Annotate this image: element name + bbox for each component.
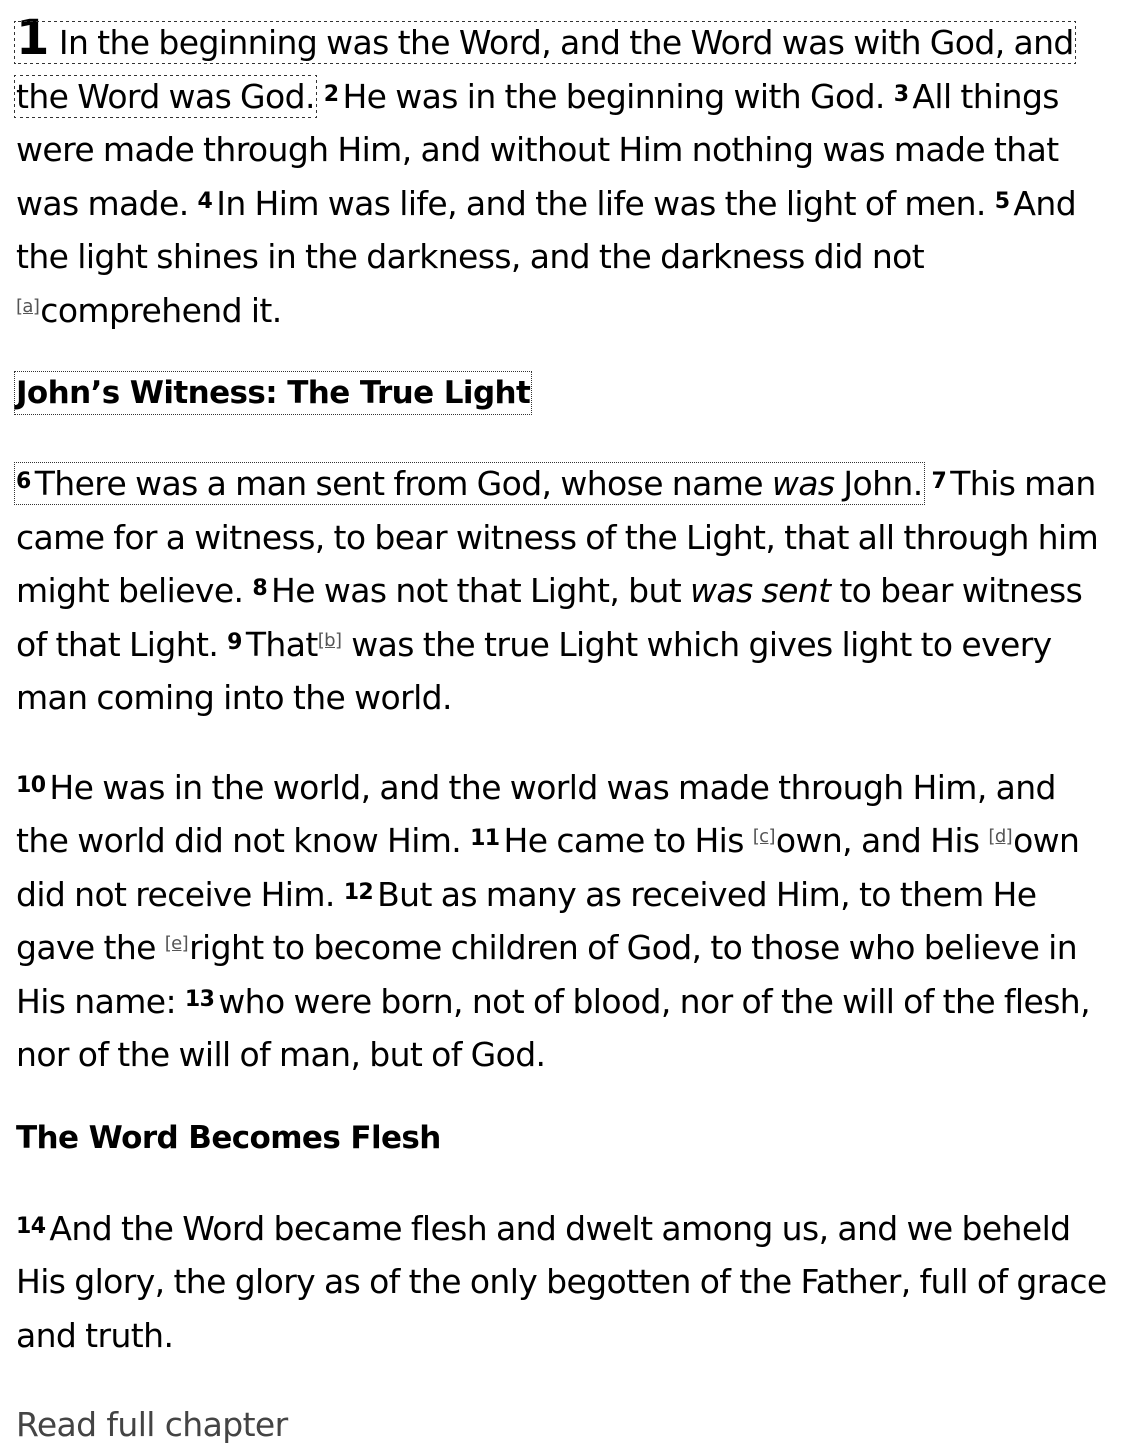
verse-8-italic: was sent bbox=[690, 571, 831, 610]
footnote-link-b[interactable]: [b] bbox=[317, 629, 342, 651]
verse-number-13: 13 bbox=[184, 986, 215, 1012]
footnote-link-c[interactable]: [c] bbox=[752, 826, 775, 847]
verse-11-text-b: own, and His bbox=[775, 821, 980, 860]
verse-number-11: 11 bbox=[470, 826, 500, 851]
paragraph-4 bbox=[16, 1202, 1116, 1363]
verse-10-text: He was in the world, and the world was made through Him, and the world did not know Him. bbox=[16, 767, 1056, 860]
verse-12-text-b: right to become children of God, to those who believe in His name: bbox=[16, 928, 1078, 1021]
verse-3-text: All things were made through Him, and without Him nothing was made that was made. bbox=[16, 76, 1059, 223]
verse-9-text-b: was the true Light which gives light to every man coming into the world. bbox=[16, 624, 1052, 717]
read-full-chapter-link[interactable]: Read full chapter bbox=[16, 1405, 288, 1444]
verse-5-text-a: And the light shines in the darkness, and the darkness did not bbox=[16, 183, 1077, 276]
chapter-number: 1 bbox=[16, 10, 49, 66]
verse-number-14: 14 bbox=[16, 1213, 46, 1239]
verse-14-text: And the Word became flesh and dwelt among us, and we beheld His glory, the glory as of the only begotten of the Father, full of grace and truth. bbox=[16, 1208, 1107, 1355]
footnote-link-e[interactable]: [e] bbox=[164, 933, 189, 954]
verse-6-text-b: John. bbox=[843, 464, 923, 503]
heading-1-focused[interactable]: John’s Witness: The True Light bbox=[16, 375, 531, 411]
verse-number-5: 5 bbox=[994, 188, 1010, 214]
verse-11-text-a: He came to His bbox=[503, 821, 744, 860]
section-heading-johns-witness bbox=[16, 373, 1116, 413]
verse-8-text-b: to bear witness of that Light. bbox=[16, 571, 1083, 664]
verse-2-text: He was in the beginning with God. bbox=[342, 76, 885, 116]
verse-1-text: In the beginning was the Word, and the Word was with God, and the Word was God. bbox=[16, 23, 1074, 116]
verse-number-12: 12 bbox=[343, 879, 374, 905]
verse-11-text-c: own did not receive Him. bbox=[16, 821, 1080, 914]
paragraph-3 bbox=[16, 761, 1116, 1082]
section-heading-word-becomes-flesh: The Word Becomes Flesh bbox=[16, 1119, 441, 1156]
verse-number-2: 2 bbox=[323, 81, 339, 107]
verse-number-9: 9 bbox=[227, 629, 242, 655]
verse-number-3: 3 bbox=[893, 81, 909, 107]
verse-number-7: 7 bbox=[931, 469, 947, 494]
verse-4-text: In Him was life, and the life was the light of men. bbox=[216, 183, 986, 223]
verse-number-6: 6 bbox=[16, 469, 31, 494]
verse-number-4: 4 bbox=[197, 188, 213, 214]
verse-7-text: This man came for a witness, to bear witness of the Light, that all through him might believe. bbox=[16, 464, 1099, 610]
footnote-link-a[interactable]: [a] bbox=[16, 295, 40, 317]
footnote-link-d[interactable]: [d] bbox=[988, 826, 1013, 847]
verse-8-text-a: He was not that Light, but bbox=[271, 571, 682, 610]
paragraph-2 bbox=[16, 457, 1116, 725]
verse-6-text-a: There was a man sent from God, whose name bbox=[34, 464, 763, 503]
verse-6-focused[interactable] bbox=[16, 464, 923, 503]
verse-9-text-a: That bbox=[245, 624, 318, 664]
verse-number-10: 10 bbox=[16, 772, 46, 798]
verse-number-8: 8 bbox=[252, 576, 268, 601]
verse-13-text: who were born, not of blood, nor of the will of the flesh, nor of the will of man, but of God. bbox=[16, 981, 1091, 1074]
verse-5-text-b: comprehend it. bbox=[40, 290, 282, 330]
verse-6-italic: was bbox=[771, 464, 835, 503]
verse-12-text-a: But as many as received Him, to them He gave the bbox=[16, 874, 1037, 967]
paragraph-1 bbox=[16, 10, 1116, 337]
